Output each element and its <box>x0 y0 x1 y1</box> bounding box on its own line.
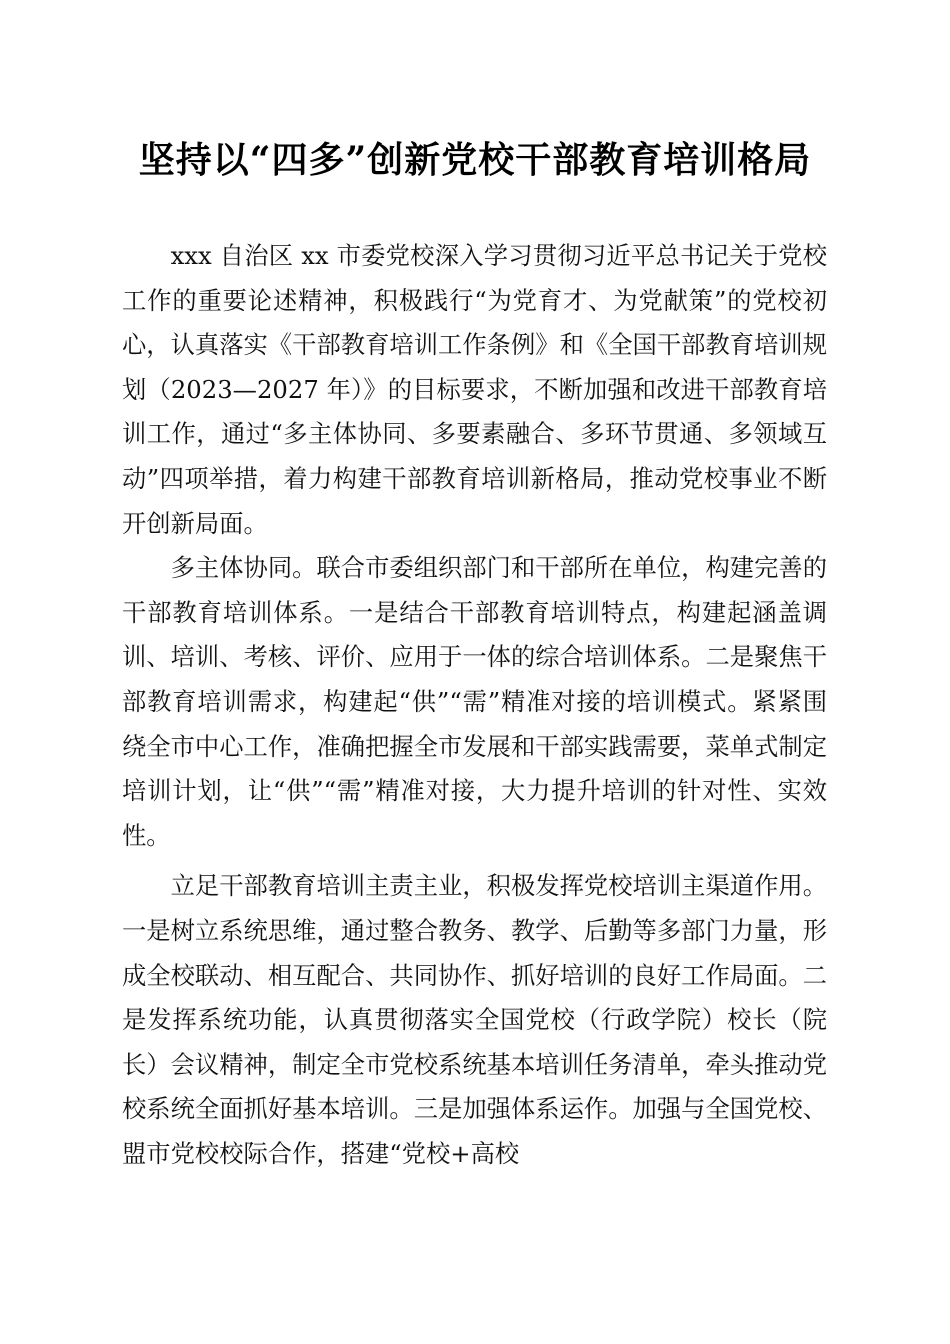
paragraph-intro: xxx 自治区 xx 市委党校深入学习贯彻习近平总书记关于党校工作的重要论述精神，积极践行“为党育才、为党献策”的党校初心，认真落实《干部教育培训工作条例》和《全国干部教育培训规划（2023—2027 年）》的目标要求，不断加强和改进干部教育培训工作，通过“多主体协同、多要素融合、多环节贯通、多领域互动”四项举措，着力构建干部教育培训新格局，推动党校事业不断开创新局面。 <box>122 241 827 538</box>
document-body <box>122 234 827 1176</box>
document-title: 坚持以“四多”创新党校干部教育培训格局 <box>138 139 812 181</box>
paragraph-main-channel: 立足干部教育培训主责主业，积极发挥党校培训主渠道作用。一是树立系统思维，通过整合教务、教学、后勤等多部门力量，形成全校联动、相互配合、共同协作、抓好培训的良好工作局面。二是发挥系统功能，认真贯彻落实全国党校（行政学院）校长（院长）会议精神，制定全市党校系统基本培训任务清单，牵头推动党校系统全面抓好基本培训。三是加强体系运作。加强与全国党校、盟市党校校际合作，搭建“党校+高校 <box>122 871 827 1168</box>
paragraph-multi-subject-collaboration: 多主体协同。联合市委组织部门和干部所在单位，构建完善的干部教育培训体系。一是结合干部教育培训特点，构建起涵盖调训、培训、考核、评价、应用于一体的综合培训体系。二是聚焦干部教育培训需求，构建起“供”“需”精准对接的培训模式。紧紧围绕全市中心工作，准确把握全市发展和干部实践需要，菜单式制定培训计划，让“供”“需”精准对接，大力提升培训的针对性、实效性。 <box>122 553 827 850</box>
